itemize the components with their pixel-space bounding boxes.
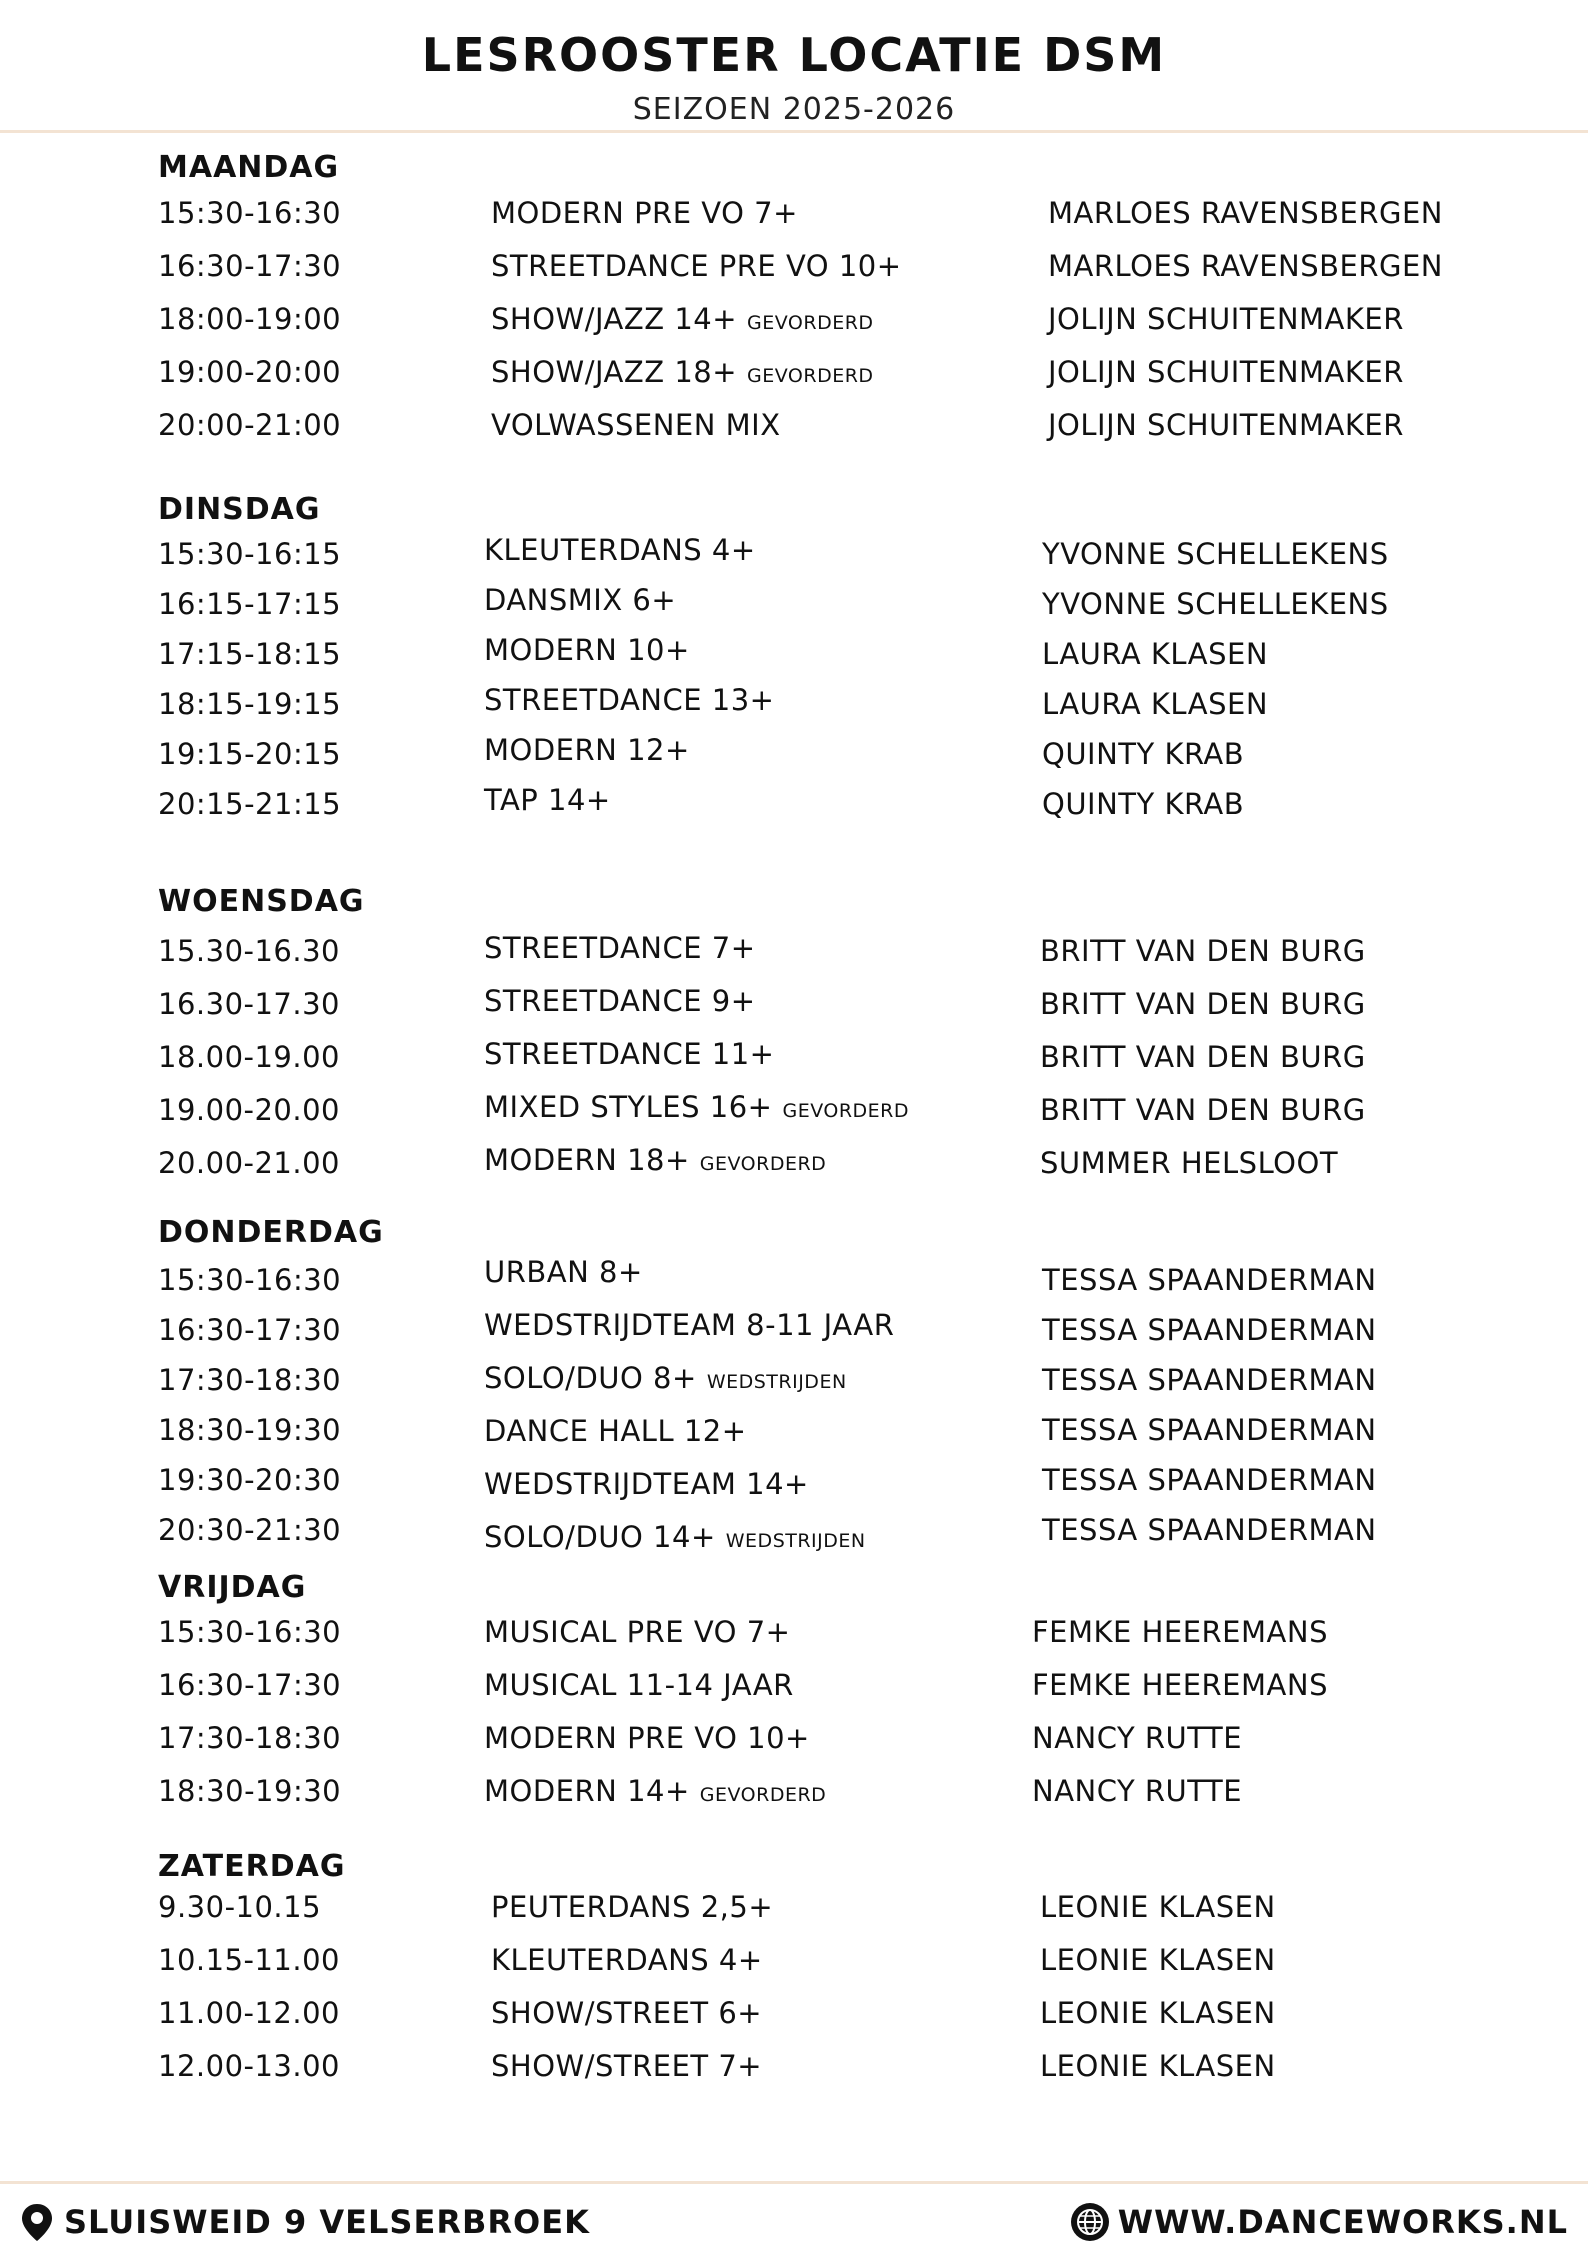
class-name <box>491 355 874 389</box>
class-teacher: BRITT VAN DEN BURG <box>1040 987 1366 1021</box>
class-time: 17:30-18:30 <box>158 1363 342 1397</box>
class-time: 16:15-17:15 <box>158 587 342 621</box>
class-name <box>491 196 798 230</box>
class-teacher: NANCY RUTTE <box>1032 1721 1243 1755</box>
class-title: SHOW/STREET 6+ <box>491 1996 763 2030</box>
class-name <box>491 2049 762 2083</box>
class-title: KLEUTERDANS 4+ <box>491 1943 763 1977</box>
day-heading-donderdag: DONDERDAG <box>158 1215 384 1250</box>
globe-icon <box>1070 2202 1110 2242</box>
class-teacher: TESSA SPAANDERMAN <box>1042 1263 1377 1297</box>
class-teacher: JOLIJN SCHUITENMAKER <box>1048 302 1404 336</box>
class-time: 19.00-20.00 <box>158 1093 341 1127</box>
class-title: TAP 14+ <box>484 783 611 817</box>
class-level-note: GEVORDERD <box>747 365 874 387</box>
class-name <box>484 683 774 717</box>
class-name <box>491 1996 762 2030</box>
class-name <box>484 533 756 567</box>
class-teacher: TESSA SPAANDERMAN <box>1042 1463 1377 1497</box>
class-title: WEDSTRIJDTEAM 8-11 JAAR <box>484 1308 895 1342</box>
class-name <box>484 1090 909 1124</box>
class-time: 12.00-13.00 <box>158 2049 341 2083</box>
class-time: 16:30-17:30 <box>158 1313 342 1347</box>
class-teacher: YVONNE SCHELLEKENS <box>1042 587 1389 621</box>
class-time: 11.00-12.00 <box>158 1996 341 2030</box>
class-teacher: TESSA SPAANDERMAN <box>1042 1513 1377 1547</box>
class-teacher: LEONIE KLASEN <box>1040 1890 1276 1924</box>
class-teacher: LEONIE KLASEN <box>1040 1996 1276 2030</box>
class-name <box>484 1721 810 1755</box>
page-title: LESROOSTER LOCATIE DSM <box>421 28 1167 82</box>
class-title: WEDSTRIJDTEAM 14+ <box>484 1467 809 1501</box>
class-time: 10.15-11.00 <box>158 1943 341 1977</box>
class-time: 18:00-19:00 <box>158 302 342 336</box>
class-level-note: GEVORDERD <box>699 1153 827 1175</box>
class-time: 15:30-16:30 <box>158 1263 342 1297</box>
day-heading-dinsdag: DINSDAG <box>158 492 321 527</box>
class-name <box>484 1520 866 1554</box>
class-teacher: TESSA SPAANDERMAN <box>1042 1363 1377 1397</box>
class-title: SHOW/JAZZ 14+ <box>491 302 738 336</box>
class-title: SOLO/DUO 14+ <box>484 1520 716 1554</box>
class-name <box>484 1414 747 1448</box>
class-teacher: LEONIE KLASEN <box>1040 1943 1276 1977</box>
class-time: 19:00-20:00 <box>158 355 342 389</box>
day-heading-woensdag: WOENSDAG <box>158 884 365 919</box>
class-teacher: JOLIJN SCHUITENMAKER <box>1048 355 1404 389</box>
class-title: MODERN PRE VO 7+ <box>491 196 798 230</box>
class-level-note: GEVORDERD <box>747 312 874 334</box>
class-level-note: WEDSTRIJDEN <box>725 1530 866 1552</box>
class-teacher: LEONIE KLASEN <box>1040 2049 1276 2083</box>
class-title: MUSICAL 11-14 JAAR <box>484 1668 794 1702</box>
class-time: 20:15-21:15 <box>158 787 342 821</box>
class-level-note: WEDSTRIJDEN <box>706 1371 847 1393</box>
class-name <box>491 249 902 283</box>
class-teacher: YVONNE SCHELLEKENS <box>1042 537 1389 571</box>
class-level-note: GEVORDERD <box>699 1784 827 1806</box>
class-teacher: NANCY RUTTE <box>1032 1774 1243 1808</box>
class-time: 20.00-21.00 <box>158 1146 341 1180</box>
class-teacher: BRITT VAN DEN BURG <box>1040 1040 1366 1074</box>
class-name <box>484 633 690 667</box>
class-time: 15:30-16:30 <box>158 196 342 230</box>
class-title: URBAN 8+ <box>484 1255 643 1289</box>
footer-website[interactable] <box>1070 2202 1568 2242</box>
class-title: MODERN 18+ <box>484 1143 690 1177</box>
class-name <box>484 733 690 767</box>
class-title: MUSICAL PRE VO 7+ <box>484 1615 791 1649</box>
class-name <box>484 931 756 965</box>
class-time: 15:30-16:30 <box>158 1615 342 1649</box>
class-name <box>491 408 781 442</box>
day-heading-maandag: MAANDAG <box>158 150 340 185</box>
class-teacher: SUMMER HELSLOOT <box>1040 1146 1339 1180</box>
class-teacher: QUINTY KRAB <box>1042 737 1245 771</box>
class-time: 18.00-19.00 <box>158 1040 341 1074</box>
class-title: MODERN 14+ <box>484 1774 690 1808</box>
class-title: SHOW/JAZZ 18+ <box>491 355 738 389</box>
class-name <box>491 1943 763 1977</box>
class-title: MODERN 12+ <box>484 733 690 767</box>
class-title: MODERN 10+ <box>484 633 690 667</box>
class-name <box>491 1890 773 1924</box>
class-teacher: MARLOES RAVENSBERGEN <box>1048 196 1443 230</box>
class-teacher: TESSA SPAANDERMAN <box>1042 1313 1377 1347</box>
class-title: DANSMIX 6+ <box>484 583 677 617</box>
class-teacher: BRITT VAN DEN BURG <box>1040 1093 1366 1127</box>
class-time: 19:30-20:30 <box>158 1463 342 1497</box>
class-teacher: FEMKE HEEREMANS <box>1032 1615 1328 1649</box>
class-name <box>484 1143 826 1177</box>
class-time: 16:30-17:30 <box>158 1668 342 1702</box>
class-title: SOLO/DUO 8+ <box>484 1361 697 1395</box>
class-title: DANCE HALL 12+ <box>484 1414 747 1448</box>
class-name <box>484 1615 790 1649</box>
class-title: PEUTERDANS 2,5+ <box>491 1890 774 1924</box>
class-time: 15:30-16:15 <box>158 537 342 571</box>
class-title: SHOW/STREET 7+ <box>491 2049 763 2083</box>
location-pin-icon <box>18 2202 56 2242</box>
footer-address-text: SLUISWEID 9 VELSERBROEK <box>64 2203 590 2241</box>
class-title: STREETDANCE 13+ <box>484 683 775 717</box>
class-time: 9.30-10.15 <box>158 1890 322 1924</box>
footer-website-link[interactable]: WWW.DANCEWORKS.NL <box>1117 2203 1568 2241</box>
page-subtitle: SEIZOEN 2025-2026 <box>632 92 956 127</box>
class-name <box>484 1361 847 1395</box>
class-title: STREETDANCE 7+ <box>484 931 756 965</box>
class-name <box>484 1255 643 1289</box>
class-name <box>484 783 611 817</box>
class-time: 17:30-18:30 <box>158 1721 342 1755</box>
class-title: STREETDANCE 9+ <box>484 984 756 1018</box>
class-teacher: MARLOES RAVENSBERGEN <box>1048 249 1443 283</box>
class-title: VOLWASSENEN MIX <box>491 408 781 442</box>
class-title: KLEUTERDANS 4+ <box>484 533 756 567</box>
class-level-note: GEVORDERD <box>782 1100 909 1122</box>
class-time: 18:30-19:30 <box>158 1413 342 1447</box>
day-heading-vrijdag: VRIJDAG <box>158 1570 307 1605</box>
class-title: STREETDANCE 11+ <box>484 1037 775 1071</box>
class-name <box>484 984 756 1018</box>
footer-divider <box>0 2181 1588 2184</box>
class-name <box>484 1308 894 1342</box>
class-teacher: TESSA SPAANDERMAN <box>1042 1413 1377 1447</box>
class-time: 18:30-19:30 <box>158 1774 342 1808</box>
class-time: 16:30-17:30 <box>158 249 342 283</box>
class-name <box>484 1668 794 1702</box>
class-time: 17:15-18:15 <box>158 637 342 671</box>
class-name <box>484 583 676 617</box>
day-heading-zaterdag: ZATERDAG <box>158 1849 346 1884</box>
class-title: STREETDANCE PRE VO 10+ <box>491 249 902 283</box>
class-time: 18:15-19:15 <box>158 687 342 721</box>
class-time: 15.30-16.30 <box>158 934 341 968</box>
class-teacher: LAURA KLASEN <box>1042 687 1269 721</box>
class-name <box>484 1467 809 1501</box>
class-teacher: JOLIJN SCHUITENMAKER <box>1048 408 1404 442</box>
class-title: MIXED STYLES 16+ <box>484 1090 773 1124</box>
class-teacher: FEMKE HEEREMANS <box>1032 1668 1328 1702</box>
class-teacher: LAURA KLASEN <box>1042 637 1269 671</box>
class-name <box>484 1037 774 1071</box>
footer-address <box>18 2202 590 2242</box>
class-time: 19:15-20:15 <box>158 737 342 771</box>
class-time: 20:00-21:00 <box>158 408 342 442</box>
class-teacher: BRITT VAN DEN BURG <box>1040 934 1366 968</box>
class-time: 16.30-17.30 <box>158 987 341 1021</box>
class-teacher: QUINTY KRAB <box>1042 787 1245 821</box>
class-title: MODERN PRE VO 10+ <box>484 1721 810 1755</box>
header-divider <box>0 130 1588 133</box>
class-time: 20:30-21:30 <box>158 1513 342 1547</box>
class-name <box>484 1774 826 1808</box>
class-name <box>491 302 874 336</box>
